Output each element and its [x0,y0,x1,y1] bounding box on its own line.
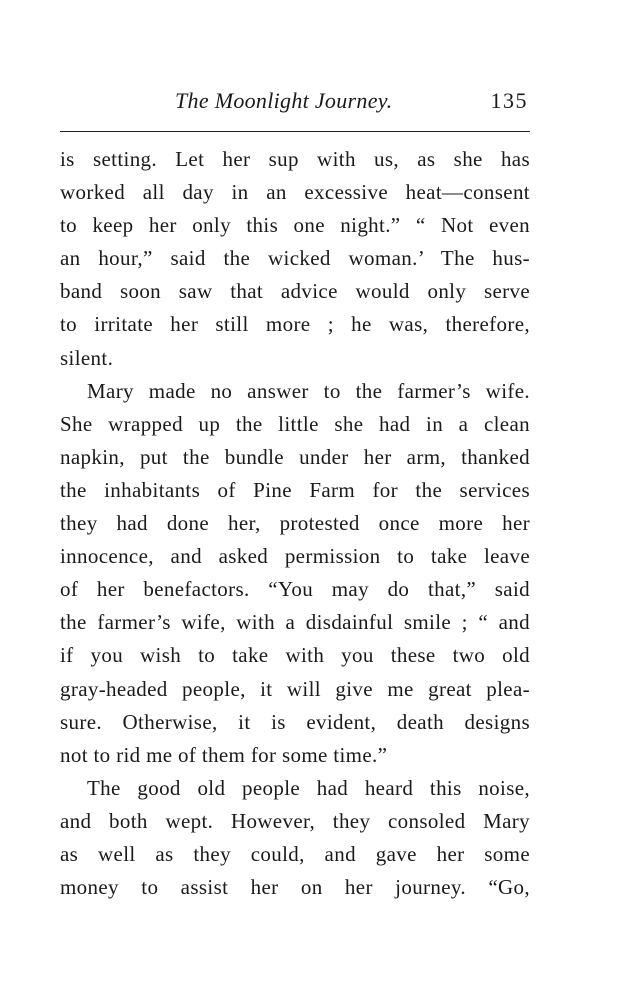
text-line: band soon saw that advice would only serve [60,279,530,304]
text-line: The good old people had heard this noise, [87,775,530,800]
text-line: not to rid me of them for some time.” [60,742,388,767]
text-line: of her benefactors. “You may do that,” said [60,577,530,602]
page-number: 135 [490,88,528,113]
running-title: The Moonlight Journey. [175,88,393,113]
text-line: sure. Otherwise, it is evident, death designs [60,709,530,734]
text-line: Mary made no answer to the farmer’s wife. [87,378,530,403]
text-line: napkin, put the bundle under her arm, thanked [60,444,530,469]
text-line: an hour,” said the wicked woman.’ The hus- [60,246,530,271]
body-text [60,143,530,904]
text-line: gray-headed people, it will give me great plea- [60,676,530,701]
header-rule [60,131,530,132]
text-line: the inhabitants of Pine Farm for the services [60,477,530,502]
text-line: if you wish to take with you these two old [60,643,530,668]
text-line: innocence, and asked permission to take leave [60,544,530,569]
text-line: to keep her only this one night.” “ Not even [60,213,530,238]
text-line: to irritate her still more ; he was, therefore, [60,312,530,337]
text-line: as well as they could, and gave her some [60,841,530,866]
text-line: money to assist her on her journey. “Go, [60,875,530,900]
text-line: and both wept. However, they consoled Mary [60,808,530,833]
text-line: they had done her, protested once more her [60,511,530,536]
text-line: the farmer’s wife, with a disdainful smile ; “ and [60,610,530,635]
text-line: She wrapped up the little she had in a clean [60,411,530,436]
text-line: silent. [60,345,114,370]
text-line: is setting. Let her sup with us, as she has [60,147,530,171]
text-line: worked all day in an excessive heat—consent [60,180,530,205]
page-header [60,84,530,120]
